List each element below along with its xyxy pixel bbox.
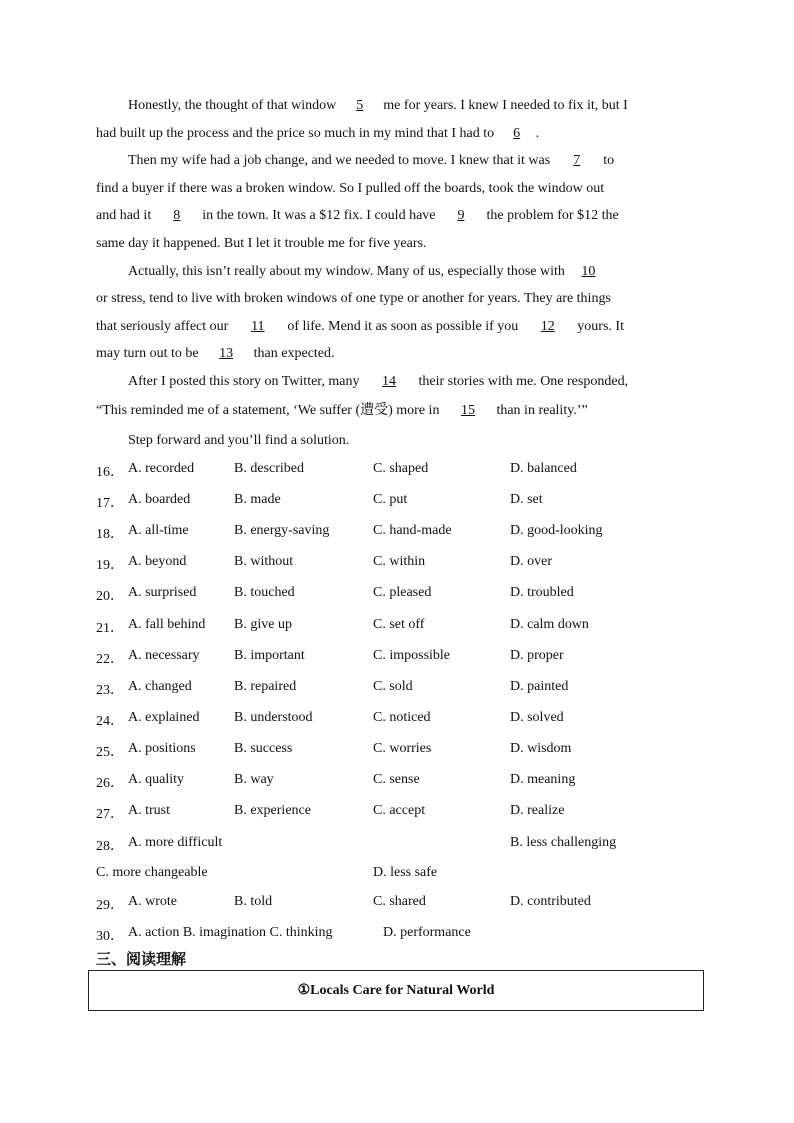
option-b: B. understood [234, 709, 313, 725]
option-a: A. changed [128, 678, 192, 694]
blank-10: 10 [581, 264, 596, 279]
passage-line: Then my wife had a job change, and we needed to move. I knew that it was 7 to [128, 153, 615, 168]
option-d: D. balanced [510, 461, 577, 476]
passage-line: Honestly, the thought of that window 5 me for years. I knew I needed to fix it, but I [128, 98, 628, 113]
option-a: A. more difficult [128, 835, 223, 850]
option-d: D. calm down [510, 616, 589, 632]
option-a: A. surprised [128, 585, 197, 601]
question-number: 26． [96, 776, 124, 791]
question-number: 19． [96, 558, 124, 574]
blank-12: 12 [540, 319, 555, 334]
option-d: D. painted [510, 678, 569, 694]
passage-line: Step forward and you’ll find a solution. [128, 433, 350, 448]
blank-15: 15 [460, 403, 475, 418]
option-c: C. within [373, 554, 426, 570]
option-b: B. less challenging [510, 835, 617, 850]
option-a: A. beyond [128, 554, 187, 570]
option-b: B. told [234, 894, 273, 909]
option-a: A. all-time [128, 523, 189, 539]
option-d: D. meaning [510, 772, 576, 787]
option-c: C. shaped [373, 461, 429, 476]
option-a: A. fall behind [128, 616, 206, 632]
option-b: B. described [234, 461, 304, 476]
blank-11: 11 [251, 319, 265, 334]
option-c: C. pleased [373, 585, 432, 601]
option-c: C. set off [373, 616, 425, 632]
question-number: 27． [96, 807, 124, 823]
passage-line: find a buyer if there was a broken window. So I pulled off the boards, took the window out [96, 181, 605, 196]
blank-7: 7 [573, 153, 581, 168]
blank-13: 13 [219, 346, 234, 361]
option-b: B. energy-saving [234, 523, 330, 539]
option-a: A. recorded [128, 461, 195, 476]
blank-6: 6 [513, 126, 521, 141]
question-number: 23． [96, 682, 124, 698]
blank-9: 9 [457, 208, 465, 223]
option-abc: A. action B. imagination C. thinking [128, 925, 333, 940]
option-d: D. less safe [373, 865, 438, 880]
option-d: D. proper [510, 647, 564, 663]
option-b: B. touched [234, 585, 295, 601]
question-number: 18． [96, 527, 124, 543]
option-b: B. repaired [234, 678, 297, 694]
option-d: D. solved [510, 709, 564, 725]
option-d: D. contributed [510, 894, 591, 909]
option-c: C. hand-made [373, 523, 452, 539]
option-a: A. explained [128, 709, 200, 725]
option-b: B. give up [234, 616, 292, 632]
question-number: 17． [96, 496, 124, 512]
blank-8: 8 [173, 208, 181, 223]
passage-line: and had it 8 in the town. It was a $12 fix. I could have 9 the problem for $12 the [96, 208, 619, 223]
option-d: D. realize [510, 803, 565, 819]
option-b: B. important [234, 647, 305, 663]
passage-line: or stress, tend to live with broken windows of one type or another for years. They are things [96, 291, 611, 306]
option-b: B. without [234, 554, 294, 570]
option-a: A. necessary [128, 647, 200, 663]
passage-line: may turn out to be 13 than expected. [96, 346, 335, 361]
question-number: 22． [96, 651, 124, 667]
option-c: C. sold [373, 678, 413, 694]
option-c: C. more changeable [96, 865, 208, 880]
option-c: C. accept [373, 803, 426, 819]
passage-line: had built up the process and the price so much in my mind that I had to 6 . [96, 126, 540, 141]
question-number: 28． [96, 839, 124, 854]
option-c: C. put [373, 492, 408, 508]
passage-line: Actually, this isn’t really about my window. Many of us, especially those with 10 [128, 263, 608, 281]
question-number: 25． [96, 744, 124, 760]
option-d: D. wisdom [510, 740, 572, 756]
option-c: C. impossible [373, 647, 451, 663]
option-a: A. wrote [128, 894, 177, 909]
option-d: D. set [510, 492, 543, 508]
question-number: 21． [96, 620, 124, 636]
question-number: 20． [96, 589, 124, 605]
option-c: C. noticed [373, 709, 431, 725]
blank-5: 5 [356, 98, 364, 113]
option-c: C. shared [373, 894, 426, 909]
option-b: B. experience [234, 803, 311, 819]
question-number: 30． [96, 929, 124, 944]
reading-title-box [88, 970, 704, 1011]
blank-14: 14 [382, 374, 396, 389]
reading-title: ①Locals Care for Natural World [297, 983, 495, 998]
option-a: A. trust [128, 803, 170, 819]
option-d: D. troubled [510, 585, 574, 601]
option-d: D. performance [383, 925, 471, 940]
question-number: 24． [96, 713, 124, 729]
question-number: 16． [96, 465, 124, 480]
question-number: 29． [96, 898, 124, 913]
option-c: C. sense [373, 772, 420, 787]
passage-line: that seriously affect our 11 of life. Mend it as soon as possible if you 12 yours. It [96, 319, 624, 334]
option-d: D. over [510, 554, 552, 570]
option-d: D. good-looking [510, 523, 603, 539]
passage-line: After I posted this story on Twitter, many 14 their stories with me. One responded, [128, 374, 629, 389]
option-b: B. made [234, 492, 281, 508]
option-c: C. worries [373, 740, 432, 756]
option-b: B. way [234, 772, 274, 787]
option-b: B. success [234, 740, 293, 756]
option-a: A. quality [128, 772, 184, 787]
option-a: A. boarded [128, 492, 191, 508]
section-title: 三、阅读理解 [96, 950, 187, 968]
option-a: A. positions [128, 740, 196, 756]
passage-line: same day it happened. But I let it trouble me for five years. [96, 236, 427, 251]
passage-line: “This reminded me of a statement, ‘We suffer (遭受) more in 15 than in reality.’” [96, 403, 588, 418]
